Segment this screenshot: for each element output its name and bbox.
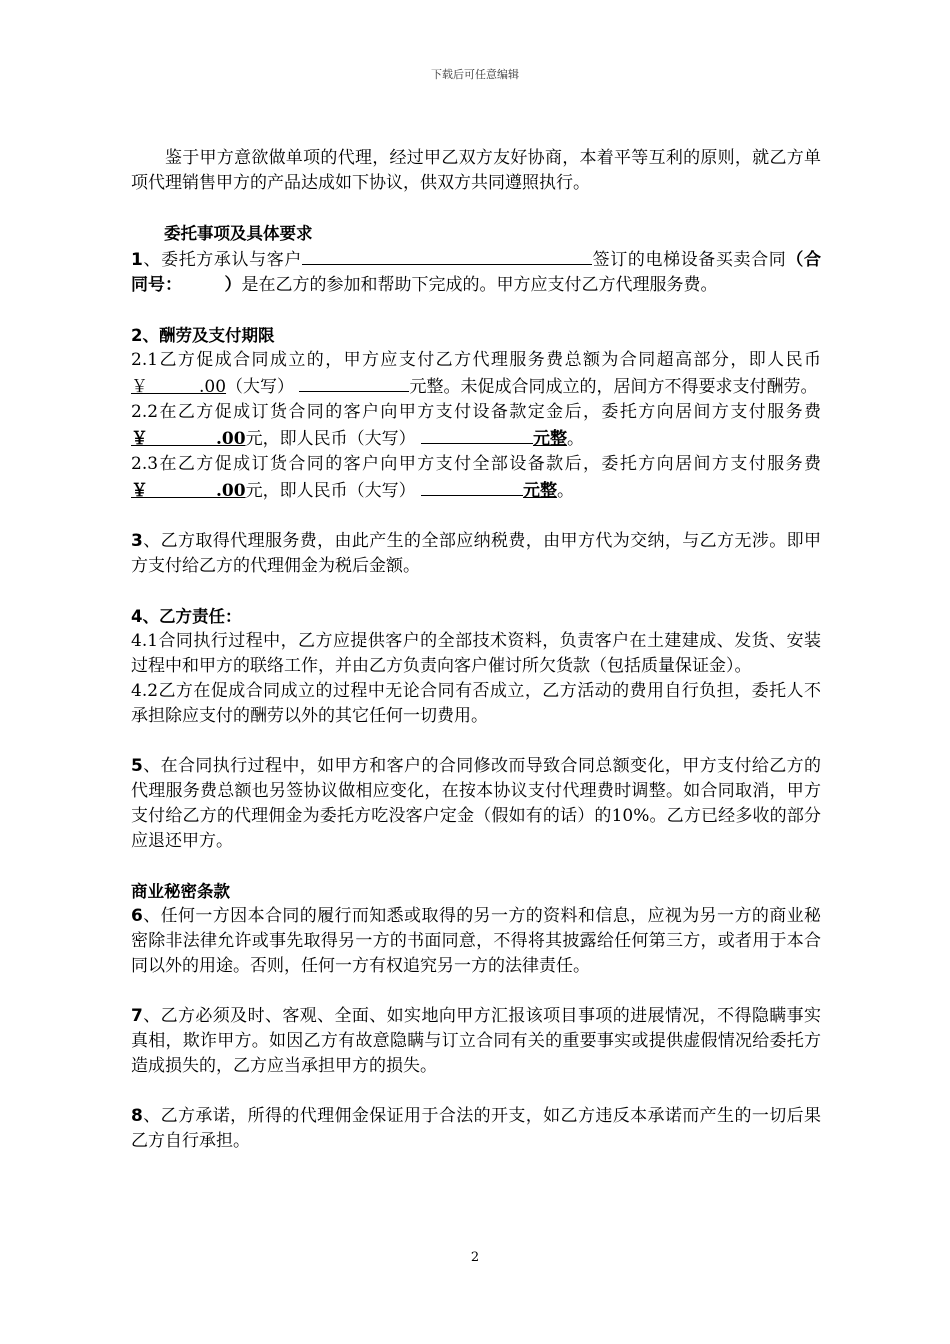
clause-text: 、在合同执行过程中，如甲方和客户的合同修改而导致合同总额变化，甲方支付给乙方的代理服务费总额也另签协议做相应变化，在按本协议支付代理费时调整。如合同取消，甲方支付给乙方的代理佣金为委托方吃没客户定金（假如有的话）的10%。乙方已经多收的部分应退还甲方。 <box>131 756 821 851</box>
clause-2-3 <box>131 452 821 504</box>
clause-text: 、任何一方因本合同的履行而知悉或取得的另一方的资料和信息，应视为另一方的商业秘密除非法律允许或事先取得另一方的书面同意，不得将其披露给任何第三方，或者用于本合同以外的用途。否则，任何一方有权追究另一方的法律责任。 <box>131 906 821 976</box>
clause-number: 6 <box>131 906 143 926</box>
clause-text: 、乙方承诺，所得的代理佣金保证用于合法的开支，如乙方违反本承诺而产生的一切后果乙方自行承担。 <box>131 1106 821 1151</box>
clause-text: 、委托方承认与客户 <box>142 250 302 270</box>
section-heading-confidentiality: 商业秘密条款 <box>131 882 230 901</box>
amount-unit: 元整 <box>522 481 557 501</box>
section-heading-responsibility: 4、乙方责任： <box>131 607 242 626</box>
amount-words-blank <box>421 425 533 444</box>
clause-text: 2.3在乙方促成订货合同的客户向甲方支付全部设备款后，委托方向居间方支付服务费 <box>131 454 821 474</box>
document-body <box>131 146 821 1154</box>
contract-number-label: （合同号： ） <box>131 250 822 295</box>
clause-text: （大写） <box>226 377 295 397</box>
clause-text: 2.2在乙方促成订货合同的客户向甲方支付设备款定金后，委托方向居间方支付服务费 <box>131 402 821 422</box>
clause-4-2: 4.2乙方在促成合同成立的过程中无论合同有否成立，乙方活动的费用自行负担，委托人不承担除应支付的酬劳以外的其它任何一切费用。 <box>131 681 821 726</box>
page-header: 下载后可任意编辑 <box>431 68 519 81</box>
amount-field: ￥ .00 <box>131 377 227 397</box>
clause-text: 。 <box>566 429 584 449</box>
clause-4-1: 4.1合同执行过程中，乙方应提供客户的全部技术资料，负责客户在土建建成、发货、安装过程中和甲方的联络工作，并由乙方负责向客户催讨所欠货款（包括质量保证金）。 <box>131 631 821 676</box>
clause-text: 元，即人民币（大写） <box>245 429 416 449</box>
amount-words-blank <box>421 477 523 496</box>
clause-5 <box>131 754 821 854</box>
clause-7 <box>131 1004 821 1079</box>
clause-8 <box>131 1104 821 1154</box>
clause-text: 是在乙方的参加和帮助下完成的。甲方应支付乙方代理服务费。 <box>241 275 718 295</box>
page-number: 2 <box>470 1250 480 1265</box>
clause-text: 元整。未促成合同成立的，居间方不得要求支付酬劳。 <box>409 377 818 397</box>
section-heading-entrustment: 委托事项及具体要求 <box>164 224 313 243</box>
clause-text: 签订的电梯设备买卖合同 <box>592 250 787 270</box>
amount-unit: 元整 <box>532 429 567 449</box>
clause-2-1 <box>131 348 821 400</box>
clause-text: 2.1乙方促成合同成立的，甲方应支付乙方代理服务费总额为合同超高部分，即人民币 <box>131 350 821 370</box>
amount-words-blank <box>299 373 409 392</box>
intro-paragraph: 鉴于甲方意欲做单项的代理，经过甲乙双方友好协商，本着平等互利的原则，就乙方单项代理销售甲方的产品达成如下协议，供双方共同遵照执行。 <box>131 148 821 193</box>
clause-2-2 <box>131 400 821 452</box>
amount-field: ￥ .00 <box>131 481 246 501</box>
clause-6 <box>131 904 821 979</box>
clause-text: 、乙方必须及时、客观、全面、如实地向甲方汇报该项目事项的进展情况，不得隐瞒事实真相，欺诈甲方。如因乙方有故意隐瞒与订立合同有关的重要事实或提供虚假情况给委托方造成损失的，乙方应当承担甲方的损失。 <box>131 1006 821 1076</box>
amount-field: ￥ .00 <box>131 429 246 449</box>
clause-text: 。 <box>556 481 574 501</box>
clause-number: 8 <box>131 1106 143 1126</box>
clause-number: 5 <box>131 756 143 776</box>
clause-number: 7 <box>131 1006 143 1026</box>
clause-3 <box>131 529 821 579</box>
clause-1 <box>131 246 821 298</box>
clause-text: 、乙方取得代理服务费，由此产生的全部应纳税费，由甲方代为交纳，与乙方无涉。即甲方支付给乙方的代理佣金为税后金额。 <box>131 531 821 576</box>
client-blank <box>302 246 592 265</box>
clause-number: 3 <box>131 531 143 551</box>
clause-number: 1 <box>131 250 143 270</box>
section-heading-fee: 2、酬劳及支付期限 <box>131 326 275 345</box>
clause-text: 元，即人民币（大写） <box>245 481 416 501</box>
